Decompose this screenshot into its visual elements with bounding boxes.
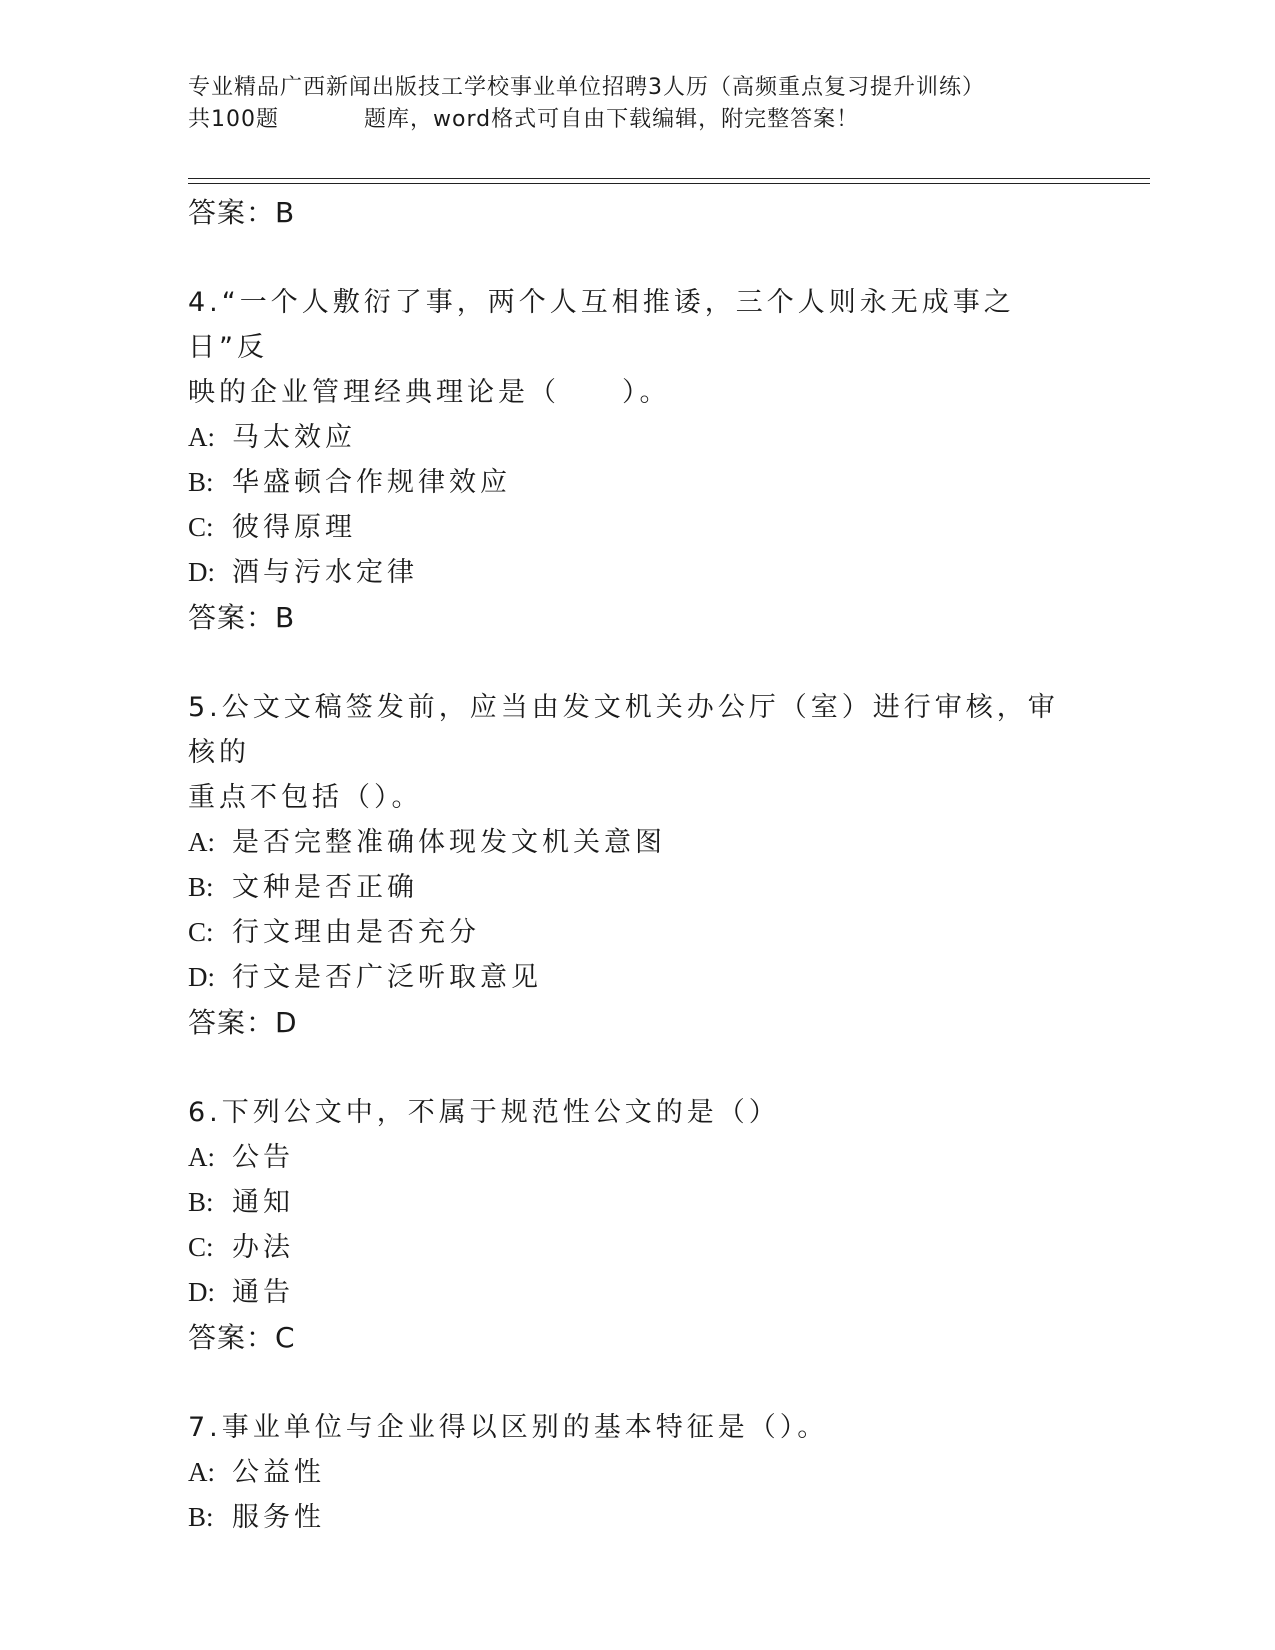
option-a [188,1135,1088,1180]
question-text: 映的企业管理经典理论是（ ）。 [188,377,671,408]
option-b [188,460,1088,505]
answer-line: 答案：D [188,1006,298,1039]
option-letter: A: [188,827,215,857]
option-d [188,955,1088,1000]
header-question-count: 共100题 [188,107,279,132]
option-text: 是否完整准确体现发文机关意图 [232,827,666,858]
option-text: 公告 [232,1142,294,1173]
answer-line: 答案：C [188,1321,296,1354]
option-a [188,820,1088,865]
option-text: 酒与污水定律 [232,557,418,588]
option-letter: C: [188,1232,214,1262]
question-text: 重点不包括（）。 [188,782,423,813]
option-letter: B: [188,1187,214,1217]
question-item [188,1090,1088,1361]
option-d [188,1270,1088,1315]
answer-line: 答案：B [188,196,296,229]
question-text: 6.下列公文中，不属于规范性公文的是（） [188,1097,780,1128]
option-c [188,910,1088,955]
option-b [188,1495,1088,1540]
option-text: 马太效应 [232,422,356,453]
option-letter: B: [188,1502,214,1532]
option-letter: D: [188,962,215,992]
header-subtitle-line [188,104,1068,136]
option-text: 服务性 [232,1502,325,1533]
option-letter: A: [188,1457,215,1487]
option-text: 通告 [232,1277,294,1308]
option-letter: C: [188,512,214,542]
option-d [188,550,1088,595]
option-letter: C: [188,917,214,947]
header-description: 题库，word格式可自由下载编辑，附完整答案！ [364,107,860,132]
question-item [188,685,1088,1046]
option-letter: A: [188,1142,215,1172]
option-b [188,865,1088,910]
header-divider-top [188,178,1150,179]
option-text: 通知 [232,1187,294,1218]
question-list [188,188,1088,1540]
option-letter: B: [188,467,214,497]
header-title-line: 专业精品广西新闻出版技工学校事业单位招聘3人历（高频重点复习提升训练） [188,75,985,100]
option-letter: B: [188,872,214,902]
option-text: 办法 [232,1232,294,1263]
option-a [188,1450,1088,1495]
option-text: 行文是否广泛听取意见 [232,962,542,993]
option-letter: A: [188,422,215,452]
question-item [188,280,1088,641]
answer-line: 答案：B [188,601,296,634]
option-letter: D: [188,557,215,587]
option-text: 行文理由是否充分 [232,917,480,948]
option-text: 公益性 [232,1457,325,1488]
question-text: 4.“一个人敷衍了事，两个人互相推诿，三个人则永无成事之日”反 [188,287,1015,363]
option-c [188,505,1088,550]
header-divider-bottom [188,183,1150,184]
option-text: 华盛顿合作规律效应 [232,467,511,498]
question-text: 7.事业单位与企业得以区别的基本特征是（）。 [188,1412,829,1443]
question-item [188,1405,1088,1540]
option-letter: D: [188,1277,215,1307]
option-a [188,415,1088,460]
option-text: 彼得原理 [232,512,356,543]
option-text: 文种是否正确 [232,872,418,903]
option-b [188,1180,1088,1225]
page-header [188,72,1068,136]
question-text: 5.公文文稿签发前，应当由发文机关办公厅（室）进行审核，审核的 [188,692,1059,768]
option-c [188,1225,1088,1270]
